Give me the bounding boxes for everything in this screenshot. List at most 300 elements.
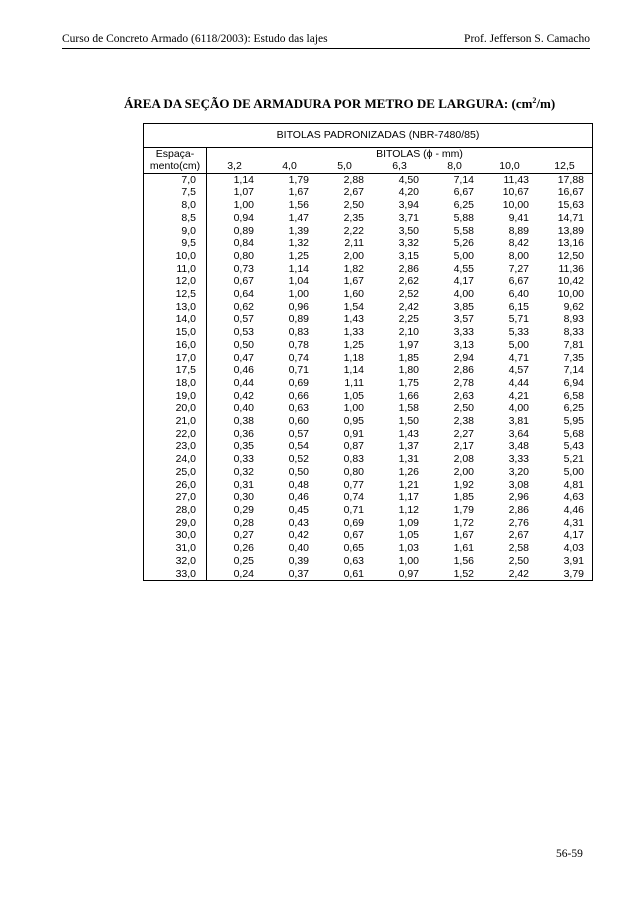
area-cell: 5,68 [537,428,593,441]
area-cell: 1,61 [453,542,474,555]
area-cell: 1,05 [398,529,419,542]
area-cell: 3,85 [453,300,474,313]
area-cell: 1,25 [288,249,309,262]
area-cell: 0,40 [288,542,309,555]
table-row [144,237,593,250]
area-cell: 1,14 [233,173,254,186]
area-cell: 1,60 [343,288,364,301]
table-row [144,275,593,288]
area-cell: 4,20 [398,186,419,199]
header-row-2 [144,160,593,173]
area-cell: 1,00 [288,288,309,301]
area-cell: 0,74 [343,491,364,504]
table-row [144,225,593,238]
area-cell: 0,74 [288,351,309,364]
table-row [144,402,593,415]
area-cell: 0,25 [233,554,254,567]
diameter-header-cell: 6,3 [372,160,427,173]
area-cell: 2,67 [508,529,529,542]
area-cell: 5,71 [508,313,529,326]
area-cell: 7,35 [537,352,593,365]
area-cell: 2,27 [453,427,474,440]
area-cell: 1,54 [343,300,364,313]
table-row [144,428,593,441]
area-cell: 0,28 [233,516,254,529]
area-cell: 0,63 [288,402,309,415]
area-cell: 1,07 [233,186,254,199]
area-cell: 0,89 [288,313,309,326]
area-cell: 1,32 [288,237,309,250]
area-cell: 15,63 [537,199,593,212]
spacing-cell: 31,0 [144,542,207,555]
area-cell: 11,43 [503,173,529,186]
area-cell: 2,35 [343,211,364,224]
area-cell: 1,67 [288,186,309,199]
area-cell: 0,44 [233,376,254,389]
area-cell: 0,26 [233,542,254,555]
area-cell: 0,33 [233,453,254,466]
diameter-header-cell: 12,5 [537,160,593,173]
area-cell: 0,35 [233,440,254,453]
area-cell: 1,56 [288,199,309,212]
area-cell: 8,42 [508,237,529,250]
area-cell: 1,82 [343,262,364,275]
area-cell: 2,50 [453,402,474,415]
area-cell: 0,47 [233,351,254,364]
bitolas-header: BITOLAS (ϕ - mm) [207,148,593,161]
area-cell: 6,94 [537,377,593,390]
area-cell: 4,31 [537,517,593,530]
area-cell: 0,94 [233,211,254,224]
area-cell: 0,77 [343,478,364,491]
diameter-header-cell: 3,2 [207,160,263,173]
spacing-cell: 26,0 [144,479,207,492]
area-cell: 8,00 [508,249,529,262]
area-cell: 0,48 [288,478,309,491]
area-cell: 0,61 [317,568,372,581]
area-cell: 1,85 [398,351,419,364]
area-cell: 1,50 [398,415,419,428]
table-row [144,364,593,377]
area-cell: 0,69 [343,516,364,529]
table-row [144,568,593,581]
area-cell: 17,88 [537,173,593,186]
area-cell: 0,36 [233,427,254,440]
area-cell: 2,42 [482,568,537,581]
spacing-cell: 32,0 [144,555,207,568]
area-cell: 10,42 [537,275,593,288]
area-cell: 1,79 [288,173,309,186]
area-cell: 1,58 [398,402,419,415]
table-row [144,440,593,453]
table-row [144,301,593,314]
area-cell: 1,67 [343,275,364,288]
area-cell: 0,83 [288,326,309,339]
table-row [144,199,593,212]
spacing-cell: 20,0 [144,402,207,415]
area-cell: 0,60 [288,415,309,428]
spacing-cell: 25,0 [144,466,207,479]
area-cell: 2,25 [398,313,419,326]
area-cell: 0,71 [288,364,309,377]
spacing-header-line2: mento(cm) [144,160,207,173]
spacing-header-line1: Espaça- [144,148,207,161]
area-cell: 1,66 [398,389,419,402]
area-cell: 0,62 [233,300,254,313]
area-cell: 3,32 [398,237,419,250]
area-cell: 0,84 [233,237,254,250]
area-cell: 2,17 [453,440,474,453]
area-cell: 13,89 [537,225,593,238]
area-cell: 0,73 [233,262,254,275]
area-cell: 3,79 [537,568,593,581]
table-row [144,479,593,492]
area-cell: 7,14 [453,173,474,186]
area-cell: 4,00 [508,402,529,415]
area-cell: 0,67 [233,275,254,288]
area-cell: 3,13 [453,338,474,351]
area-cell: 9,62 [537,301,593,314]
spacing-cell: 11,0 [144,263,207,276]
table-row [144,542,593,555]
area-cell: 5,00 [537,466,593,479]
area-cell: 4,44 [508,376,529,389]
spacing-cell: 23,0 [144,440,207,453]
table-body [144,124,593,581]
page-title [124,96,555,112]
area-cell: 5,21 [537,453,593,466]
spacing-cell: 8,5 [144,212,207,225]
area-cell: 0,89 [233,224,254,237]
area-cell: 2,86 [453,364,474,377]
area-cell: 0,80 [233,249,254,262]
area-cell: 4,71 [508,351,529,364]
area-cell: 1,80 [398,364,419,377]
area-cell: 0,67 [343,529,364,542]
area-cell: 1,72 [453,516,474,529]
area-cell: 7,14 [537,364,593,377]
diameter-header-cell: 4,0 [262,160,317,173]
spacing-cell: 29,0 [144,517,207,530]
area-cell: 0,42 [288,529,309,542]
area-cell: 4,81 [537,479,593,492]
area-cell: 2,50 [508,554,529,567]
table-row [144,263,593,276]
diameter-header-cell: 5,0 [317,160,372,173]
area-cell: 6,25 [537,402,593,415]
area-cell: 2,63 [453,389,474,402]
area-cell: 2,58 [508,542,529,555]
area-cell: 1,09 [398,516,419,529]
area-cell: 5,00 [453,249,474,262]
area-cell: 2,62 [398,275,419,288]
area-cell: 2,11 [344,237,364,250]
area-cell: 0,54 [288,440,309,453]
table-row [144,250,593,263]
area-cell: 3,57 [453,313,474,326]
spacing-cell: 10,0 [144,250,207,263]
area-cell: 2,00 [343,249,364,262]
area-cell: 0,31 [233,478,254,491]
spacing-cell: 13,0 [144,301,207,314]
spacing-cell: 22,0 [144,428,207,441]
area-cell: 1,85 [453,491,474,504]
area-cell: 10,67 [502,186,529,199]
area-cell: 7,81 [537,339,593,352]
header-author: Prof. Jefferson S. Camacho [464,33,590,45]
table-row [144,339,593,352]
area-cell: 1,00 [398,554,419,567]
table-row [144,415,593,428]
area-cell: 1,33 [343,326,364,339]
spacing-cell: 9,0 [144,225,207,238]
area-cell: 10,00 [502,199,529,212]
area-cell: 3,91 [537,555,593,568]
area-cell: 0,24 [207,568,263,581]
area-cell: 3,15 [398,249,419,262]
area-cell: 1,37 [398,440,419,453]
table-row [144,186,593,199]
area-cell: 12,50 [537,250,593,263]
page-number: 56-59 [556,848,583,860]
area-cell: 0,69 [288,376,309,389]
spacing-cell: 7,0 [144,173,207,186]
area-cell: 5,43 [537,440,593,453]
area-cell: 0,57 [288,427,309,440]
area-cell: 1,56 [453,554,474,567]
area-cell: 1,31 [398,453,419,466]
area-cell: 6,40 [508,288,529,301]
area-cell: 1,18 [343,351,364,364]
header-row-1 [144,148,593,161]
area-cell: 0,63 [343,554,364,567]
area-cell: 4,50 [398,173,419,186]
area-cell: 0,27 [233,529,254,542]
area-cell: 6,58 [537,390,593,403]
area-cell: 3,81 [508,415,529,428]
spacing-cell: 9,5 [144,237,207,250]
area-cell: 2,94 [453,351,474,364]
area-cell: 1,25 [343,338,364,351]
table-row [144,352,593,365]
area-cell: 0,95 [343,415,364,428]
area-cell: 14,71 [537,212,593,225]
spacing-cell: 12,5 [144,288,207,301]
area-cell: 4,00 [453,288,474,301]
area-cell: 2,08 [453,453,474,466]
area-cell: 0,66 [288,389,309,402]
rebar-area-table [143,123,593,581]
table-row [144,390,593,403]
area-cell: 3,71 [398,211,419,224]
area-cell: 13,16 [537,237,593,250]
area-cell: 5,26 [453,237,474,250]
area-cell: 5,88 [453,211,474,224]
table-row [144,529,593,542]
area-cell: 2,52 [398,288,419,301]
area-cell: 0,65 [343,542,364,555]
area-cell: 0,50 [233,338,254,351]
area-cell: 0,45 [288,503,309,516]
area-cell: 3,50 [398,224,419,237]
area-cell: 0,52 [288,453,309,466]
area-cell: 4,55 [453,262,474,275]
spacing-cell: 30,0 [144,529,207,542]
area-cell: 1,26 [398,465,419,478]
area-cell: 4,17 [537,529,593,542]
area-cell: 2,76 [508,516,529,529]
area-cell: 1,43 [398,427,419,440]
area-cell: 2,38 [453,415,474,428]
area-cell: 1,43 [343,313,364,326]
area-cell: 0,97 [372,568,427,581]
area-cell: 0,43 [288,516,309,529]
area-cell: 3,33 [508,453,529,466]
area-cell: 1,17 [398,491,419,504]
diameter-header-cell: 8,0 [427,160,482,173]
table-row [144,313,593,326]
area-cell: 9,41 [508,211,529,224]
area-cell: 10,00 [537,288,593,301]
table-row [144,288,593,301]
area-cell: 4,03 [537,542,593,555]
area-cell: 2,22 [343,224,364,237]
area-cell: 6,25 [453,199,474,212]
area-cell: 5,58 [453,224,474,237]
table-caption: BITOLAS PADRONIZADAS (NBR-7480/85) [144,124,593,148]
area-cell: 0,50 [288,465,309,478]
area-cell: 0,78 [288,338,309,351]
title-superscript: 2 [532,96,537,105]
area-cell: 0,53 [233,326,254,339]
area-cell: 1,14 [288,262,309,275]
area-cell: 6,15 [508,300,529,313]
area-cell: 1,92 [453,478,474,491]
page-header [62,30,590,49]
area-cell: 0,39 [288,554,309,567]
area-cell: 4,17 [453,275,474,288]
area-cell: 2,78 [453,376,474,389]
area-cell: 2,88 [343,173,364,186]
area-cell: 0,29 [233,503,254,516]
spacing-cell: 7,5 [144,186,207,199]
area-cell: 0,40 [233,402,254,415]
spacing-cell: 28,0 [144,504,207,517]
area-cell: 6,67 [453,186,474,199]
spacing-cell: 21,0 [144,415,207,428]
spacing-cell: 18,0 [144,377,207,390]
area-cell: 0,57 [233,313,254,326]
area-cell: 2,67 [343,186,364,199]
area-cell: 3,08 [508,478,529,491]
area-cell: 4,63 [537,491,593,504]
area-cell: 0,71 [343,503,364,516]
area-cell: 0,91 [343,427,364,440]
area-cell: 8,89 [508,224,529,237]
area-cell: 2,00 [453,465,474,478]
area-cell: 8,93 [537,313,593,326]
spacing-cell: 17,5 [144,364,207,377]
area-cell: 0,42 [233,389,254,402]
area-cell: 5,95 [537,415,593,428]
table-row [144,173,593,186]
area-cell: 1,12 [398,503,419,516]
area-cell: 1,67 [453,529,474,542]
area-cell: 0,30 [233,491,254,504]
spacing-cell: 27,0 [144,491,207,504]
table-row [144,212,593,225]
area-cell: 0,32 [233,465,254,478]
table-row [144,555,593,568]
area-cell: 4,46 [537,504,593,517]
area-cell: 2,50 [343,199,364,212]
area-cell: 1,00 [233,199,254,212]
area-cell: 2,42 [398,300,419,313]
table-row [144,326,593,339]
table-caption-row [144,124,593,148]
table-row [144,377,593,390]
diameter-header-cell: 10,0 [482,160,537,173]
spacing-cell: 8,0 [144,199,207,212]
area-cell: 2,96 [508,491,529,504]
spacing-cell: 17,0 [144,352,207,365]
title-text: ÁREA DA SEÇÃO DE ARMADURA POR METRO DE LARGURA: (cm [124,96,533,111]
header-course-title: Curso de Concreto Armado (6118/2003): Estudo das lajes [62,33,328,45]
area-cell: 1,14 [343,364,364,377]
area-cell: 11,36 [537,263,593,276]
area-cell: 0,46 [233,364,254,377]
area-cell: 3,33 [453,326,474,339]
area-cell: 2,86 [398,262,419,275]
area-cell: 8,33 [537,326,593,339]
area-cell: 1,97 [398,338,419,351]
table-row [144,504,593,517]
area-cell: 0,87 [343,440,364,453]
area-cell: 6,67 [508,275,529,288]
area-cell: 1,11 [344,376,364,389]
table-row [144,466,593,479]
area-cell: 0,96 [288,300,309,313]
area-cell: 1,52 [427,568,482,581]
area-cell: 3,94 [398,199,419,212]
area-cell: 0,83 [343,453,364,466]
area-cell: 2,86 [508,503,529,516]
area-cell: 3,48 [508,440,529,453]
spacing-cell: 15,0 [144,326,207,339]
spacing-cell: 16,0 [144,339,207,352]
area-cell: 3,64 [508,427,529,440]
spacing-cell: 19,0 [144,390,207,403]
area-cell: 1,79 [453,503,474,516]
area-cell: 1,47 [288,211,309,224]
area-cell: 4,57 [508,364,529,377]
title-end: /m) [536,96,556,111]
spacing-cell: 12,0 [144,275,207,288]
area-cell: 4,21 [508,389,529,402]
area-cell: 0,46 [288,491,309,504]
area-cell: 0,38 [233,415,254,428]
area-cell: 5,33 [508,326,529,339]
table-row [144,517,593,530]
spacing-cell: 24,0 [144,453,207,466]
area-cell: 1,05 [343,389,364,402]
area-cell: 1,39 [288,224,309,237]
spacing-cell: 14,0 [144,313,207,326]
area-cell: 0,37 [262,568,317,581]
area-cell: 1,75 [398,376,419,389]
table-row [144,453,593,466]
area-cell: 0,80 [343,465,364,478]
